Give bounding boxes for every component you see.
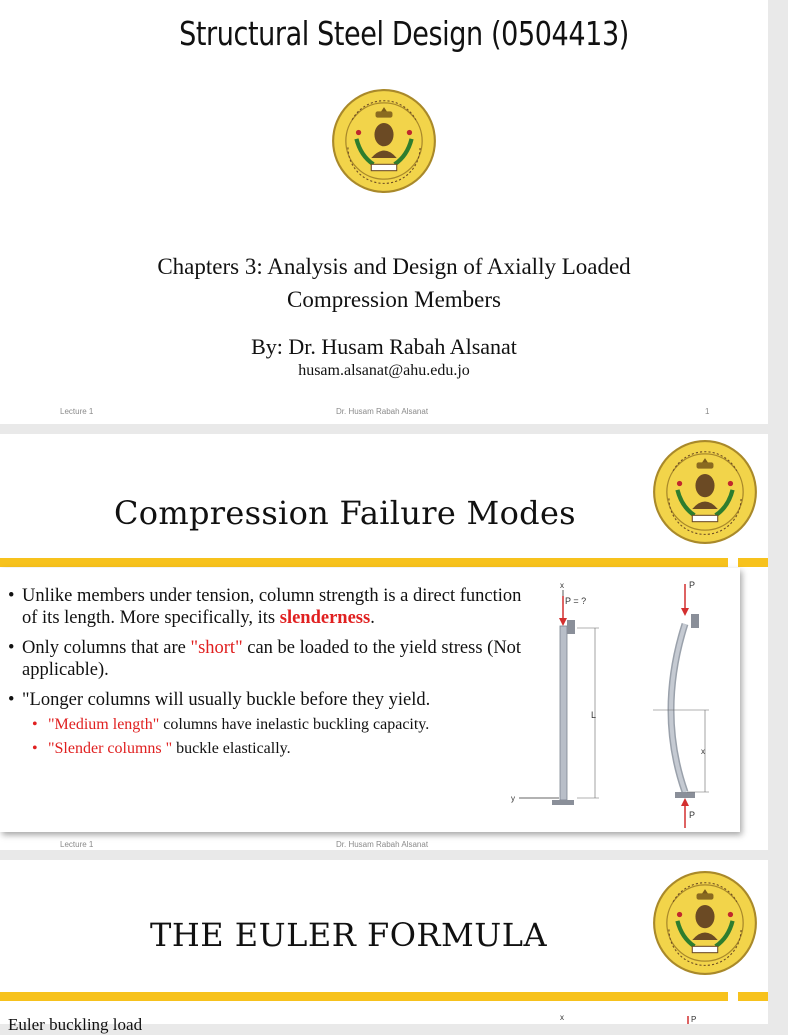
label-length: L	[591, 710, 597, 720]
label-x-top: x	[560, 581, 564, 590]
course-title: Structural Steel Design (0504413)	[179, 14, 629, 53]
sub-bullet-medium-length: • "Medium length" columns have inelastic buckling capacity.	[8, 715, 528, 735]
sub-bullet-slender-columns: • "Slender columns " buckle elastically.	[8, 739, 528, 759]
slenderness-highlight: slenderness	[279, 608, 371, 628]
accent-bar	[0, 558, 768, 567]
chapter-line-2: Compression Members	[286, 287, 501, 312]
footer-author: Dr. Husam Rabah Alsanat	[336, 407, 429, 416]
accent-bar	[0, 992, 768, 1001]
author-email: husam.alsanat@ahu.edu.jo	[298, 362, 470, 379]
label-p-top: P	[691, 1015, 697, 1024]
label-p-top: P	[689, 580, 696, 590]
label-p-unknown: P = ?	[565, 596, 587, 606]
slender-columns-highlight: "Slender columns "	[48, 740, 173, 757]
column-buckling-figure	[505, 572, 735, 830]
label-x-top: x	[560, 1013, 564, 1022]
slide-2	[0, 434, 768, 850]
author-line: By: Dr. Husam Rabah Alsanat	[251, 334, 517, 359]
label-y: y	[511, 794, 515, 803]
slide-title: THE EULER FORMULA	[150, 916, 548, 954]
euler-figure-partial	[550, 1010, 700, 1024]
university-seal-icon	[652, 439, 758, 545]
slide-title: Compression Failure Modes	[114, 494, 576, 532]
footer-author: Dr. Husam Rabah Alsanat	[336, 840, 429, 849]
slide-3	[0, 860, 768, 1034]
short-highlight: "short"	[190, 638, 243, 658]
chapter-title	[0, 250, 788, 316]
label-x-mid: x	[701, 747, 705, 756]
bullet-longer-columns: • "Longer columns will usually buckle before they yield.	[8, 689, 528, 711]
partial-bullet-text: Euler buckling load	[8, 1015, 143, 1034]
footer-lecture: Lecture 1	[60, 840, 94, 849]
label-p-bottom: P	[689, 810, 696, 820]
slide-1	[0, 0, 768, 424]
footer-page-number: 1	[705, 407, 710, 416]
bullet-slenderness: • Unlike members under tension, column strength is a direct function of its length. More specifically, its slenderness.	[8, 585, 528, 629]
footer-lecture: Lecture 1	[60, 407, 94, 416]
bullet-short-columns: • Only columns that are "short" can be loaded to the yield stress (Not applicable).	[8, 637, 528, 681]
university-seal-icon	[652, 870, 758, 976]
chapter-line-1: Chapters 3: Analysis and Design of Axially Loaded	[157, 254, 631, 279]
university-seal-icon	[331, 88, 437, 194]
medium-length-highlight: "Medium length"	[48, 716, 160, 733]
bullet-list	[8, 585, 528, 763]
